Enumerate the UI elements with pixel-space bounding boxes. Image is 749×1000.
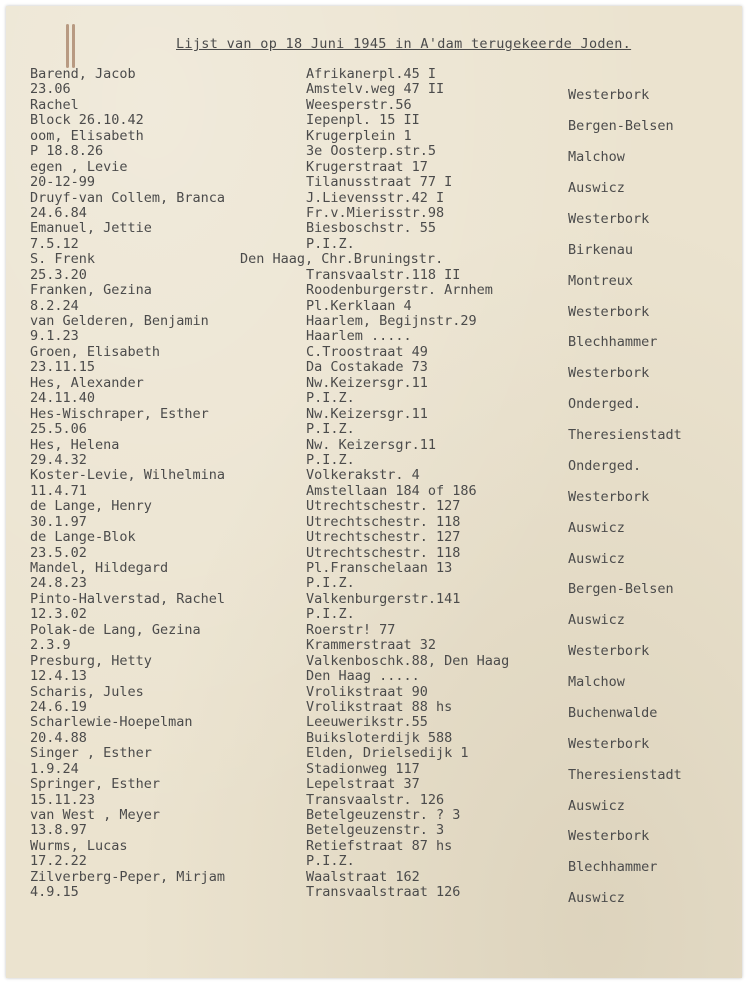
table-row [6,822,742,845]
address-cell: Betelgeuzenstr. 3 [306,822,445,839]
rust-stain-marks [64,24,78,68]
table-row [6,698,742,721]
table-row [6,251,742,266]
person-cell: 25.5.06 [30,421,87,438]
address-cell: Afrikanerpl.45 I [306,66,437,82]
table-row [6,622,742,637]
camp-cell: Auswicz [568,612,625,629]
person-cell: 1.9.24 [30,760,79,777]
person-cell: Polak-de Lang, Gezina [30,621,201,638]
table-row [6,375,742,390]
table-row [6,714,742,729]
address-cell: Waalstraat 162 [306,868,420,885]
person-cell: de Lange, Henry [30,498,152,515]
table-row [6,66,742,81]
camp-cell: Blechhammer [568,859,658,876]
address-cell: P.I.Z. [306,575,355,592]
table-row [6,575,742,598]
person-cell: Hes, Helena [30,436,120,453]
person-cell: 15.11.23 [30,791,96,808]
table-row [6,529,742,544]
address-cell: Stadionweg 117 [306,760,420,777]
person-cell: Koster-Levie, Wilhelmina [30,467,226,484]
address-cell: Transvaalstraat 126 [306,884,461,901]
person-cell: Hes-Wischraper, Esther [30,405,209,422]
camp-cell: Theresienstadt [568,766,682,783]
person-cell: Franken, Gezina [30,282,152,299]
address-cell: Haarlem ..... [306,328,412,345]
camp-cell: Malchow [568,674,625,691]
address-cell: Valkenburgerstr.141 [306,590,461,607]
person-cell: Scharis, Jules [30,683,144,700]
person-cell: 23.06 [30,81,71,98]
person-cell: Pinto-Halverstad, Rachel [30,590,226,607]
table-row [6,591,742,606]
table-row [6,668,742,691]
table-row [6,406,742,421]
person-cell: Groen, Elisabeth [30,343,161,360]
person-cell: Emanuel, Jettie [30,220,152,237]
table-row [6,560,742,575]
table-row [6,235,742,258]
address-cell: P.I.Z. [306,606,355,623]
address-cell: Roodenburgerstr. Arnhem [306,282,493,299]
address-cell: Valkenboschk.88, Den Haag [306,652,510,669]
address-cell: Krugerstraat 17 [306,158,428,175]
person-cell: Barend, Jacob [30,66,136,82]
table-row [6,791,742,814]
address-cell: P.I.Z. [306,421,355,438]
person-cell: 13.8.97 [30,822,87,839]
address-cell: Den Haag, Chr.Bruningstr. [240,251,444,268]
address-cell: Nw. Keizersgr.11 [306,436,437,453]
camp-cell: Westerbork [568,365,650,382]
table-row [6,266,742,289]
address-cell: 3e Oosterp.str.5 [306,143,437,160]
person-cell: oom, Elisabeth [30,127,144,144]
camp-cell: Theresienstadt [568,427,682,444]
address-cell: Haarlem, Begijnstr.29 [306,313,477,329]
person-cell: 8.2.24 [30,297,79,314]
table-row [6,421,742,444]
camp-cell: Onderged. [568,457,642,474]
table-row [6,81,742,104]
address-cell: Iepenpl. 15 II [306,112,420,129]
address-cell: Nw.Keizersgr.11 [306,405,428,422]
address-cell: P.I.Z. [306,853,355,870]
table-row [6,684,742,699]
table-row [6,606,742,629]
document-title: Lijst van op 18 Juni 1945 in A'dam terugekeerde Joden. [176,36,632,52]
person-cell: 2.3.9 [30,637,71,654]
camp-cell: Buchenwalde [568,704,658,721]
address-cell: Nw.Keizersgr.11 [306,374,428,391]
camp-cell: Auswicz [568,519,625,536]
address-cell: P.I.Z. [306,390,355,407]
camp-cell: Blechhammer [568,334,658,351]
address-cell: Krugerplein 1 [306,127,412,144]
address-cell: Retiefstraat 87 hs [306,837,453,854]
table-row [6,143,742,166]
person-cell: 24.6.84 [30,204,87,221]
address-cell: P.I.Z. [306,235,355,252]
camp-cell: Auswicz [568,180,625,197]
table-row [6,174,742,197]
person-cell: 7.5.12 [30,235,79,252]
person-cell: Hes, Alexander [30,374,144,391]
address-cell: Lepelstraat 37 [306,776,420,793]
person-cell: 23.5.02 [30,544,87,561]
person-cell: van West , Meyer [30,807,161,823]
document-page [6,6,742,978]
table-row [6,128,742,143]
table-row [6,498,742,513]
table-row [6,159,742,174]
table-row [6,359,742,382]
table-row [6,190,742,205]
person-cell: 9.1.23 [30,328,79,345]
table-row [6,112,742,135]
address-cell: Den Haag ..... [306,668,420,685]
person-cell: egen , Levie [30,158,128,175]
person-cell: 12.3.02 [30,606,87,623]
address-cell: Da Costakade 73 [306,359,428,376]
camp-cell: Westerbork [568,87,650,104]
address-cell: Transvaalstr.118 II [306,266,461,283]
address-cell: Krammerstraat 32 [306,637,437,654]
address-cell: Transvaalstr. 126 [306,791,445,808]
address-cell: Vrolikstraat 90 [306,683,428,700]
table-row [6,729,742,752]
person-cell: 12.4.13 [30,668,87,685]
table-row [6,328,742,351]
address-cell: Amstellaan 184 of 186 [306,482,477,499]
camp-cell: Westerbork [568,303,650,320]
camp-cell: Bergen-Belsen [568,118,674,135]
address-cell: Utrechtschestr. 127 [306,498,461,515]
table-row [6,390,742,413]
table-row [6,869,742,884]
camp-cell: Malchow [568,149,625,166]
address-cell: Elden, Drielsedijk 1 [306,745,469,762]
table-row [6,204,742,227]
person-cell: 11.4.71 [30,482,87,499]
person-cell: 29.4.32 [30,451,87,468]
person-cell: Druyf-van Collem, Branca [30,189,226,206]
camp-cell: Westerbork [568,488,650,505]
table-row [6,513,742,536]
list-table [6,66,742,907]
camp-cell: Westerbork [568,735,650,752]
camp-cell: Montreux [568,272,634,289]
table-row [6,544,742,567]
person-cell: 20.4.88 [30,729,87,746]
address-cell: J.Lievensstr.42 I [306,189,445,206]
table-row [6,313,742,328]
table-row [6,853,742,876]
table-row [6,745,742,760]
person-cell: Scharlewie-Hoepelman [30,714,193,731]
person-cell: 20-12-99 [30,174,96,191]
camp-cell: Auswicz [568,550,625,567]
person-cell: Rachel [30,96,79,113]
table-row [6,97,742,112]
person-cell: 24.11.40 [30,390,96,407]
table-row [6,838,742,853]
address-cell: Fr.v.Mierisstr.98 [306,204,445,221]
table-row [6,653,742,668]
camp-cell: Westerbork [568,828,650,845]
person-cell: P 18.8.26 [30,143,104,160]
person-cell: Mandel, Hildegard [30,560,169,576]
address-cell: Utrechtschestr. 118 [306,544,461,561]
table-row [6,637,742,660]
address-cell: Weesperstr.56 [306,96,412,113]
person-cell: 24.8.23 [30,575,87,592]
address-cell: Betelgeuzenstr. ? 3 [306,807,461,823]
address-cell: Amstelv.weg 47 II [306,81,445,98]
camp-cell: Westerbork [568,643,650,660]
table-row [6,344,742,359]
table-row [6,807,742,822]
address-cell: Vrolikstraat 88 hs [306,698,453,715]
person-cell: 24.6.19 [30,698,87,715]
camp-cell: Bergen-Belsen [568,581,674,598]
person-cell: 30.1.97 [30,513,87,530]
address-cell: C.Troostraat 49 [306,343,428,360]
person-cell: Block 26.10.42 [30,112,144,129]
address-cell: Pl.Kerklaan 4 [306,297,412,314]
address-cell: Leeuwerikstr.55 [306,714,428,731]
person-cell: Singer , Esther [30,745,152,762]
table-row [6,776,742,791]
camp-cell: Auswicz [568,797,625,814]
address-cell: Tilanusstraat 77 I [306,174,453,191]
table-row [6,437,742,452]
address-cell: Utrechtschestr. 127 [306,529,461,546]
address-cell: P.I.Z. [306,451,355,468]
table-row [6,220,742,235]
table-row [6,884,742,907]
table-row [6,482,742,505]
address-cell: Volkerakstr. 4 [306,467,420,484]
table-row [6,760,742,783]
person-cell: 23.11.15 [30,359,96,376]
table-row [6,451,742,474]
camp-cell: Birkenau [568,241,634,258]
person-cell: de Lange-Blok [30,529,136,546]
table-row [6,282,742,297]
camp-cell: Auswicz [568,890,625,907]
address-cell: Biesboschstr. 55 [306,220,437,237]
camp-cell: Onderged. [568,396,642,413]
camp-cell: Westerbork [568,210,650,227]
table-row [6,297,742,320]
address-cell: Pl.Franschelaan 13 [306,560,453,576]
person-cell: Zilverberg-Peper, Mirjam [30,868,226,885]
person-cell: 25.3.20 [30,266,87,283]
person-cell: Springer, Esther [30,776,161,793]
address-cell: Buiksloterdijk 588 [306,729,453,746]
address-cell: Utrechtschestr. 118 [306,513,461,530]
table-row [6,467,742,482]
person-cell: Presburg, Hetty [30,652,152,669]
person-cell: van Gelderen, Benjamin [30,313,209,329]
person-cell: Wurms, Lucas [30,837,128,854]
person-cell: 4.9.15 [30,884,79,901]
person-cell: 17.2.22 [30,853,87,870]
address-cell: Roerstr! 77 [306,621,396,638]
person-cell: S. Frenk [30,251,96,268]
